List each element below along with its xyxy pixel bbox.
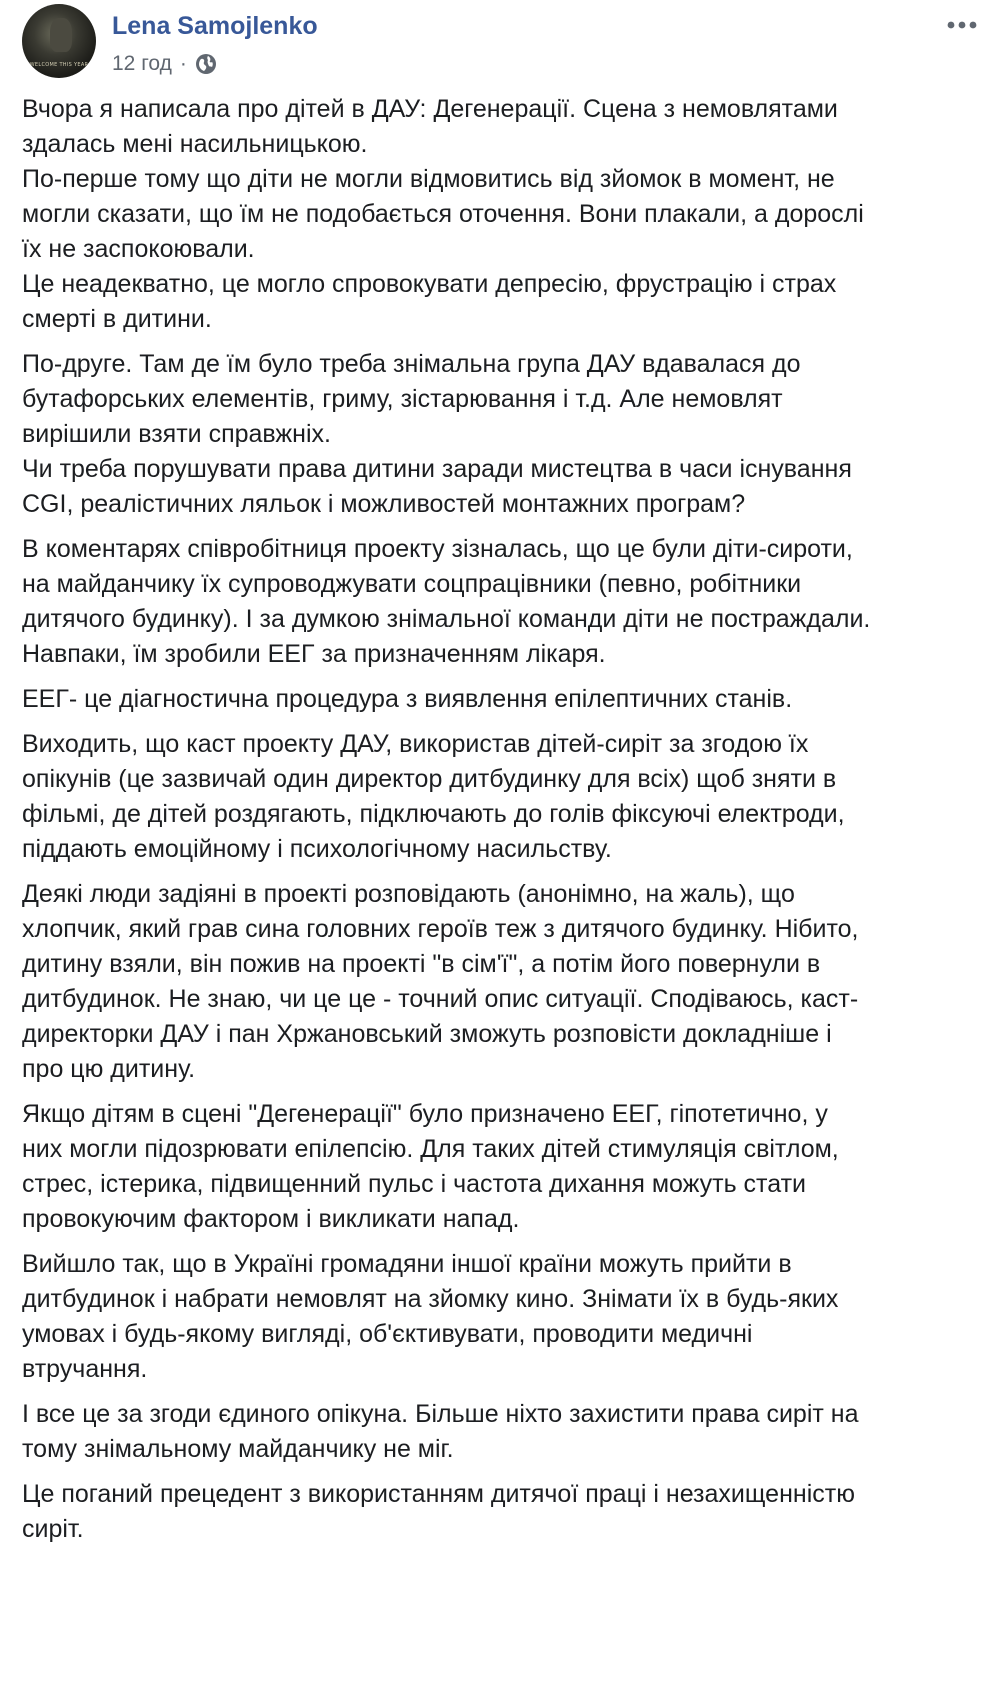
- post-text-line: Якщо дітям в сцені "Дегенерації" було призначено ЕЕГ, гіпотетично, у: [22, 1100, 828, 1128]
- post-text-line: Деякі люди задіяні в проекті розповідають (анонімно, на жаль), що: [22, 880, 795, 908]
- post-timestamp[interactable]: 12 год: [112, 52, 172, 75]
- post-paragraph: [22, 1477, 952, 1547]
- meta-separator: ·: [179, 52, 187, 75]
- post-text-line: втручання.: [22, 1355, 148, 1383]
- author-name[interactable]: Lena Samojlenko: [112, 12, 318, 40]
- post-text-line: здалась мені насильницькою.: [22, 130, 368, 158]
- avatar[interactable]: [22, 4, 96, 78]
- post-text-line: їх не заспокоювали.: [22, 235, 255, 263]
- post-text-line: піддають емоційному і психологічному насильству.: [22, 835, 612, 863]
- post-text-line: дитбудинок. Не знаю, чи це це - точний опис ситуації. Сподіваюсь, каст-: [22, 985, 859, 1013]
- post-header: [22, 4, 977, 84]
- post-body: [22, 92, 952, 1557]
- post-text-line: CGI, реалістичних ляльок і можливостей монтажних програм?: [22, 490, 746, 518]
- post-text-line: Це неадекватно, це могло спровокувати депресію, фрустрацію і страх: [22, 270, 837, 298]
- post-paragraph: [22, 877, 952, 1087]
- post-text-line: опікунів (це зазвичай один директор дитбудинку для всіх) щоб зняти в: [22, 765, 837, 793]
- post-text-line: Вийшло так, що в Україні громадяни іншої країни можуть прийти в: [22, 1250, 792, 1278]
- post-text-line: Вчора я написала про дітей в ДАУ: Дегенерації. Сцена з немовлятами: [22, 95, 838, 123]
- post-text-line: ЕЕГ- це діагностична процедура з виявлення епілептичних станів.: [22, 685, 793, 713]
- post-paragraph: [22, 92, 952, 337]
- post-text-line: хлопчик, який грав сина головних героїв теж з дитячого будинку. Нібито,: [22, 915, 859, 943]
- post-text-line: них могли підозрювати епілепсію. Для таких дітей стимуляція світлом,: [22, 1135, 839, 1163]
- post-text-line: вирішили взяти справжніх.: [22, 420, 331, 448]
- avatar-figure: [50, 18, 72, 52]
- post-text-line: Це поганий прецедент з використанням дитячої праці і незахищенністю: [22, 1480, 855, 1508]
- post-text-line: По-друге. Там де їм було треба знімальна група ДАУ вдавалася до: [22, 350, 801, 378]
- post-paragraph: [22, 682, 952, 717]
- post-text-line: фільмі, де дітей роздягають, підключають до голів фіксуючі електроди,: [22, 800, 845, 828]
- post-text-line: смерті в дитини.: [22, 305, 212, 333]
- post-text-line: могли сказати, що їм не подобається оточення. Вони плакали, а дорослі: [22, 200, 864, 228]
- post-text-line: про цю дитину.: [22, 1055, 196, 1083]
- post-text-line: бутафорських елементів, гриму, зістарювання і т.д. Але немовлят: [22, 385, 783, 413]
- post-text-line: дитину взяли, він пожив на проекті "в сім'ї", а потім його повернули в: [22, 950, 821, 978]
- post-paragraph: [22, 1247, 952, 1387]
- post-text-line: директорки ДАУ і пан Хржановський зможуть розповісти докладніше і: [22, 1020, 832, 1048]
- post-paragraph: [22, 347, 952, 522]
- post-text-line: дитбудинок і набрати немовлят на зйомку кино. Знімати їх в будь-яких: [22, 1285, 839, 1313]
- post-paragraph: [22, 1397, 952, 1467]
- post-text-line: По-перше тому що діти не могли відмовитись від зйомок в момент, не: [22, 165, 835, 193]
- post-paragraph: [22, 532, 952, 672]
- avatar-caption: WELCOME THIS YEAR: [29, 62, 89, 68]
- post-text-line: І все це за згоди єдиного опікуна. Більше ніхто захистити права сиріт на: [22, 1400, 859, 1428]
- post-meta: [112, 52, 217, 76]
- post-text-line: Чи треба порушувати права дитини заради мистецтва в часи існування: [22, 455, 852, 483]
- post-text-line: дитячого будинку). І за думкою знімальної команди діти не постраждали.: [22, 605, 871, 633]
- post-text-line: Навпаки, їм зробили ЕЕГ за призначенням лікаря.: [22, 640, 606, 668]
- post-text-line: Виходить, що каст проекту ДАУ, використав дітей-сиріт за згодою їх: [22, 730, 809, 758]
- post-text-line: на майданчику їх супроводжувати соцпрацівники (певно, робітники: [22, 570, 802, 598]
- post-text-line: стрес, істерика, підвищенний пульс і частота дихання можуть стати: [22, 1170, 806, 1198]
- post-text-line: тому знімальному майданчику не міг.: [22, 1435, 454, 1463]
- more-horizontal-icon[interactable]: [947, 18, 977, 32]
- post-paragraph: [22, 1097, 952, 1237]
- post-text-line: сиріт.: [22, 1515, 84, 1543]
- post-text-line: умовах і будь-якому вигляді, об'єктивувати, проводити медичні: [22, 1320, 753, 1348]
- post-paragraph: [22, 727, 952, 867]
- post-text-line: В коментарях співробітниця проекту зізналась, що це були діти-сироти,: [22, 535, 853, 563]
- globe-icon[interactable]: [195, 53, 217, 75]
- post-text-line: провокуючим фактором і викликати напад.: [22, 1205, 520, 1233]
